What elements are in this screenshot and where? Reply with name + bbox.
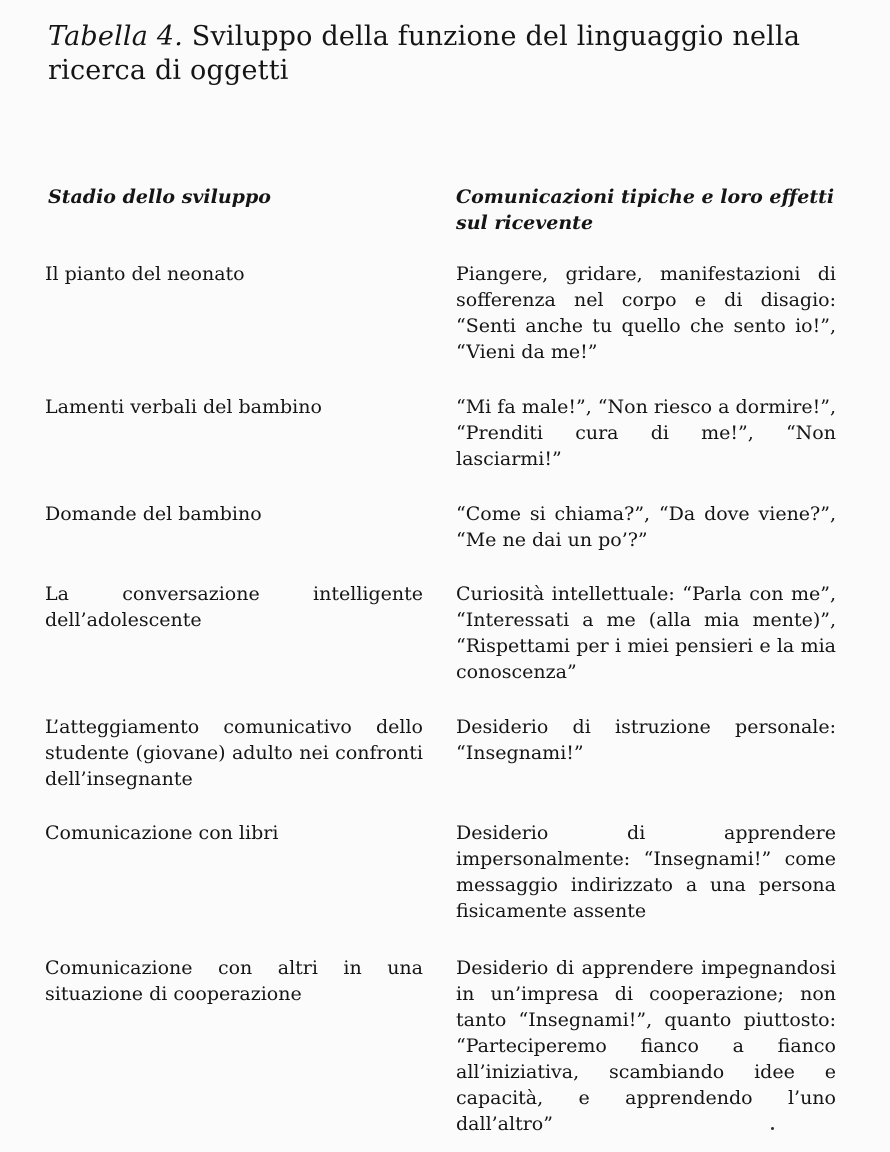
- row-stage-cell: Lamenti verbali del bambino: [45, 396, 322, 418]
- row-communication-cell: Desiderio di istruzione personale: “Insegnami!”: [456, 716, 836, 764]
- table-caption-title: Sviluppo della funzione del linguaggio nella ricerca di oggetti: [48, 21, 801, 86]
- row-stage-cell: La conversazione intelligente dell’adolescente: [45, 583, 423, 631]
- row-communication-cell: Desiderio di apprendere impegnandosi in un’impresa di cooperazione; non tanto “Insegnami!”, quanto piuttosto: “Parteciperemo fianco a fianco all’iniziativa, scambiando idee e capacità, e apprendendo l’uno dall’altro”: [456, 957, 836, 1135]
- row-stage-cell: L’atteggiamento comunicativo dello studente (giovane) adulto nei confronti dell’insegnante: [45, 716, 423, 790]
- row-stage-cell: Il pianto del neonato: [45, 263, 245, 285]
- row-communication-cell: Piangere, gridare, manifestazioni di sofferenza nel corpo e di disagio: “Senti anche tu quello che sento io!”, “Vieni da me!”: [456, 263, 836, 363]
- column-header-stage: Stadio dello sviluppo: [48, 186, 271, 208]
- table-caption-label: Tabella 4.: [48, 21, 183, 52]
- row-stage-cell: Comunicazione con altri in una situazione di cooperazione: [45, 957, 423, 1005]
- stray-dot-mark: [771, 1127, 774, 1130]
- row-communication-cell: “Come si chiama?”, “Da dove viene?”, “Me ne dai un po’?”: [456, 503, 836, 551]
- row-stage-cell: Comunicazione con libri: [45, 822, 279, 844]
- row-communication-cell: Curiosità intellettuale: “Parla con me”, “Interessati a me (alla mia mente)”, “Rispettami per i miei pensieri e la mia conoscenza”: [456, 583, 836, 683]
- row-stage-cell: Domande del bambino: [45, 503, 262, 525]
- row-communication-cell: Desiderio di apprendere impersonalmente: “Insegnami!” come messaggio indirizzato a una persona fisicamente assente: [456, 822, 836, 922]
- table-caption: [48, 20, 838, 88]
- column-header-communications: Comunicazioni tipiche e loro effetti sul ricevente: [456, 186, 835, 234]
- row-communication-cell: “Mi fa male!”, “Non riesco a dormire!”, “Prenditi cura di me!”, “Non lasciarmi!”: [456, 396, 836, 470]
